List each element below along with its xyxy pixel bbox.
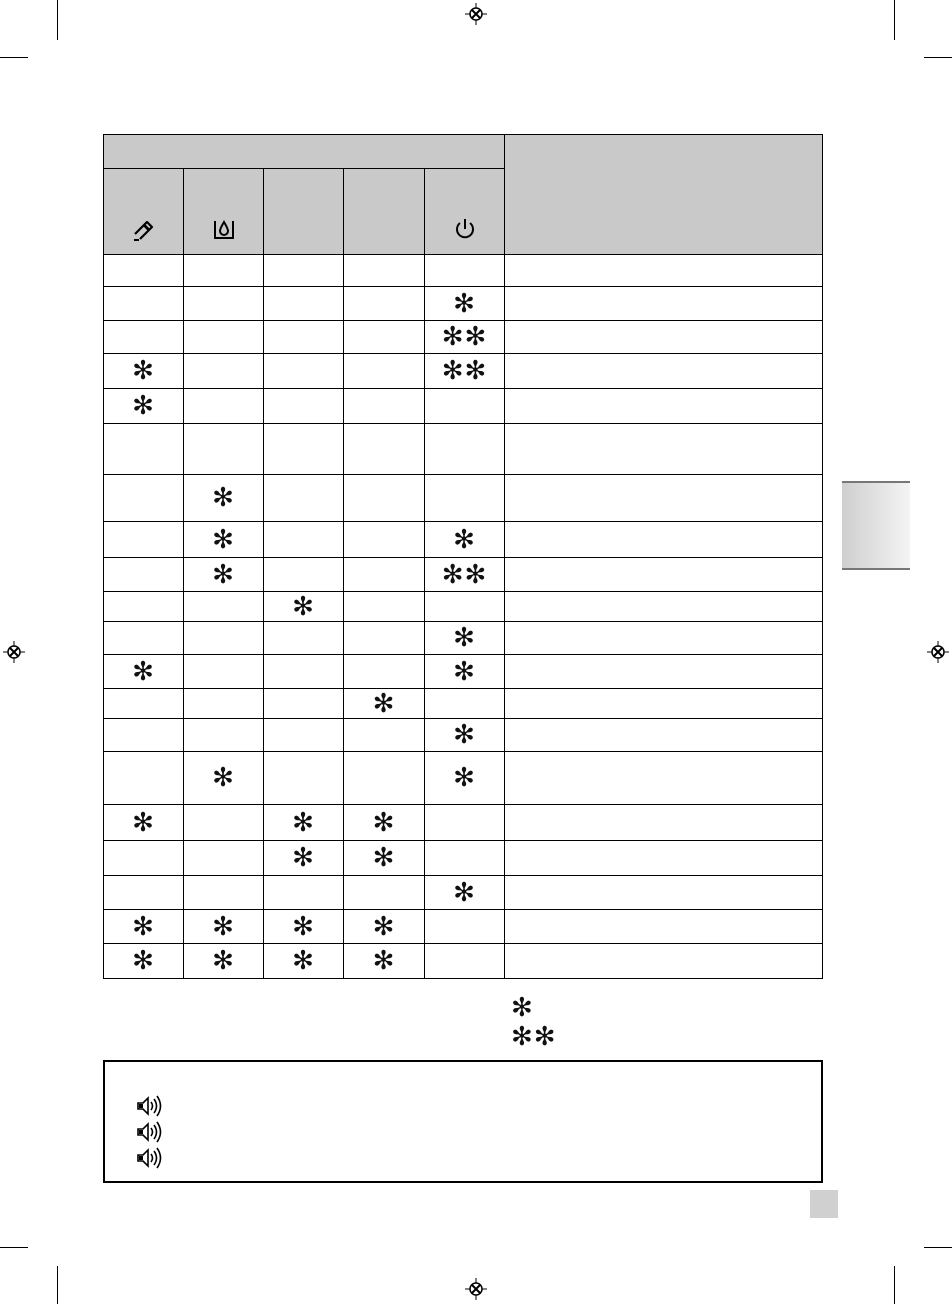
indicator-empty-cell	[104, 287, 184, 321]
indicator-empty-cell	[104, 689, 184, 719]
indicator-empty-cell	[425, 424, 505, 475]
speaker-icon	[135, 1120, 165, 1144]
indicator-empty-cell	[104, 841, 184, 876]
indicator-empty-cell	[264, 719, 344, 752]
indicator-empty-cell	[344, 475, 425, 522]
table-row	[104, 592, 823, 622]
indicator-symbol-cell: ✻✻	[425, 321, 505, 354]
indicator-empty-cell	[264, 321, 344, 354]
row-description	[505, 255, 823, 287]
table-row	[104, 354, 823, 389]
column-header-4	[344, 169, 425, 255]
crop-mark	[57, 0, 58, 40]
indicator-empty-cell	[184, 841, 264, 876]
speaker-icon	[135, 1094, 165, 1118]
indicator-empty-cell	[264, 354, 344, 389]
indicator-symbol-cell: ✻	[104, 944, 184, 979]
sound-signal-box	[103, 1060, 823, 1183]
table-row	[104, 655, 823, 689]
indicator-empty-cell	[344, 719, 425, 752]
row-description	[505, 944, 823, 979]
table-row	[104, 752, 823, 805]
indicator-symbol-cell: ✻	[344, 805, 425, 841]
column-header-3	[264, 169, 344, 255]
indicator-symbol-cell: ✻	[425, 522, 505, 558]
indicator-symbol-cell: ✻	[184, 558, 264, 592]
water-tank-icon	[211, 216, 237, 242]
indicator-symbol-cell: ✻	[425, 287, 505, 321]
indicator-empty-cell	[264, 389, 344, 424]
indicator-symbol-cell: ✻✻	[425, 558, 505, 592]
indicator-empty-cell	[104, 719, 184, 752]
indicator-symbol-cell: ✻	[344, 689, 425, 719]
indicator-symbol-cell: ✻	[104, 910, 184, 944]
indicator-symbol-cell: ✻	[425, 622, 505, 655]
row-description	[505, 655, 823, 689]
indicator-empty-cell	[425, 255, 505, 287]
page-number-box	[810, 1190, 838, 1218]
row-description	[505, 719, 823, 752]
row-description	[505, 321, 823, 354]
row-description	[505, 389, 823, 424]
indicator-empty-cell	[104, 255, 184, 287]
row-description	[505, 752, 823, 805]
row-description	[505, 287, 823, 321]
indicator-empty-cell	[344, 592, 425, 622]
indicator-empty-cell	[184, 255, 264, 287]
indicator-empty-cell	[425, 944, 505, 979]
indicator-symbol-cell: ✻	[104, 389, 184, 424]
indicator-empty-cell	[184, 287, 264, 321]
table-row	[104, 910, 823, 944]
power-icon	[452, 216, 478, 242]
indicator-empty-cell	[184, 354, 264, 389]
indicator-empty-cell	[184, 622, 264, 655]
indicator-empty-cell	[104, 522, 184, 558]
table-row	[104, 522, 823, 558]
indicator-empty-cell	[264, 522, 344, 558]
table-row	[104, 805, 823, 841]
table-row	[104, 944, 823, 979]
indicator-empty-cell	[184, 592, 264, 622]
indicator-empty-cell	[264, 424, 344, 475]
crop-mark	[924, 57, 952, 58]
indicator-empty-cell	[344, 389, 425, 424]
table-row	[104, 719, 823, 752]
indicator-symbol-cell: ✻	[425, 655, 505, 689]
indicator-symbol-cell: ✻	[184, 522, 264, 558]
registration-mark-icon	[465, 1278, 487, 1300]
crop-mark	[894, 1266, 895, 1304]
indicator-empty-cell	[104, 321, 184, 354]
row-description	[505, 592, 823, 622]
registration-mark-icon	[3, 641, 25, 663]
column-header-pen	[104, 169, 184, 255]
speaker-icon	[135, 1146, 165, 1170]
table-row	[104, 389, 823, 424]
pen-icon	[131, 216, 157, 242]
indicator-empty-cell	[104, 475, 184, 522]
row-description	[505, 558, 823, 592]
crop-mark	[0, 57, 28, 58]
row-description	[505, 424, 823, 475]
table-row	[104, 424, 823, 475]
indicator-empty-cell	[344, 287, 425, 321]
indicator-empty-cell	[264, 558, 344, 592]
legend-single-symbol: ✻	[511, 993, 533, 1023]
indicator-empty-cell	[184, 655, 264, 689]
indicator-empty-cell	[344, 522, 425, 558]
registration-mark-icon	[465, 3, 487, 25]
row-description	[505, 522, 823, 558]
indicator-empty-cell	[104, 558, 184, 592]
indicator-symbol-cell: ✻	[425, 752, 505, 805]
row-description	[505, 841, 823, 876]
table-header-description	[505, 135, 823, 255]
table-header-title	[104, 135, 505, 169]
indicator-empty-cell	[104, 752, 184, 805]
indicator-empty-cell	[184, 876, 264, 910]
indicator-symbol-cell: ✻	[264, 944, 344, 979]
indicator-empty-cell	[264, 255, 344, 287]
indicator-symbol-cell: ✻	[264, 805, 344, 841]
indicator-empty-cell	[184, 424, 264, 475]
indicator-symbol-cell: ✻	[264, 910, 344, 944]
indicator-empty-cell	[264, 689, 344, 719]
indicator-empty-cell	[264, 876, 344, 910]
indicator-table	[103, 134, 823, 979]
indicator-symbol-cell: ✻	[264, 841, 344, 876]
indicator-empty-cell	[344, 876, 425, 910]
chapter-side-tab	[842, 481, 910, 570]
crop-mark	[924, 1247, 952, 1248]
indicator-empty-cell	[104, 424, 184, 475]
indicator-empty-cell	[104, 592, 184, 622]
indicator-empty-cell	[425, 475, 505, 522]
indicator-symbol-cell: ✻	[344, 841, 425, 876]
indicator-symbol-cell: ✻	[104, 354, 184, 389]
indicator-symbol-cell: ✻	[264, 592, 344, 622]
indicator-symbol-cell: ✻	[104, 655, 184, 689]
indicator-empty-cell	[344, 321, 425, 354]
indicator-empty-cell	[184, 719, 264, 752]
indicator-symbol-cell: ✻	[104, 805, 184, 841]
indicator-symbol-cell: ✻	[344, 910, 425, 944]
indicator-empty-cell	[425, 910, 505, 944]
indicator-empty-cell	[264, 655, 344, 689]
indicator-empty-cell	[344, 354, 425, 389]
crop-mark	[57, 1266, 58, 1304]
indicator-empty-cell	[344, 752, 425, 805]
indicator-empty-cell	[264, 475, 344, 522]
indicator-empty-cell	[184, 689, 264, 719]
table-row	[104, 558, 823, 592]
indicator-symbol-cell: ✻	[184, 944, 264, 979]
column-header-power	[425, 169, 505, 255]
indicator-empty-cell	[104, 876, 184, 910]
indicator-symbol-cell: ✻	[184, 752, 264, 805]
row-description	[505, 622, 823, 655]
indicator-empty-cell	[344, 424, 425, 475]
indicator-empty-cell	[425, 841, 505, 876]
indicator-empty-cell	[425, 805, 505, 841]
indicator-empty-cell	[425, 689, 505, 719]
indicator-empty-cell	[344, 255, 425, 287]
indicator-empty-cell	[344, 558, 425, 592]
crop-mark	[0, 1247, 28, 1248]
indicator-empty-cell	[264, 752, 344, 805]
registration-mark-icon	[927, 641, 949, 663]
indicator-symbol-cell: ✻	[184, 475, 264, 522]
table-row	[104, 255, 823, 287]
row-description	[505, 805, 823, 841]
indicator-empty-cell	[344, 655, 425, 689]
table-row	[104, 876, 823, 910]
row-description	[505, 876, 823, 910]
indicator-empty-cell	[184, 321, 264, 354]
indicator-empty-cell	[264, 287, 344, 321]
table-row	[104, 321, 823, 354]
table-row	[104, 287, 823, 321]
indicator-empty-cell	[104, 622, 184, 655]
indicator-empty-cell	[425, 389, 505, 424]
table-row	[104, 841, 823, 876]
row-description	[505, 475, 823, 522]
indicator-empty-cell	[425, 592, 505, 622]
legend-double-symbol: ✻✻	[511, 1022, 557, 1052]
indicator-symbol-cell: ✻✻	[425, 354, 505, 389]
indicator-symbol-cell: ✻	[425, 876, 505, 910]
column-header-water-tank	[184, 169, 264, 255]
crop-mark	[894, 0, 895, 40]
row-description	[505, 354, 823, 389]
table-row	[104, 622, 823, 655]
indicator-empty-cell	[264, 622, 344, 655]
table-row	[104, 475, 823, 522]
indicator-empty-cell	[184, 805, 264, 841]
table-row	[104, 689, 823, 719]
indicator-empty-cell	[184, 389, 264, 424]
indicator-symbol-cell: ✻	[425, 719, 505, 752]
row-description	[505, 910, 823, 944]
indicator-symbol-cell: ✻	[344, 944, 425, 979]
indicator-empty-cell	[344, 622, 425, 655]
row-description	[505, 689, 823, 719]
indicator-symbol-cell: ✻	[184, 910, 264, 944]
